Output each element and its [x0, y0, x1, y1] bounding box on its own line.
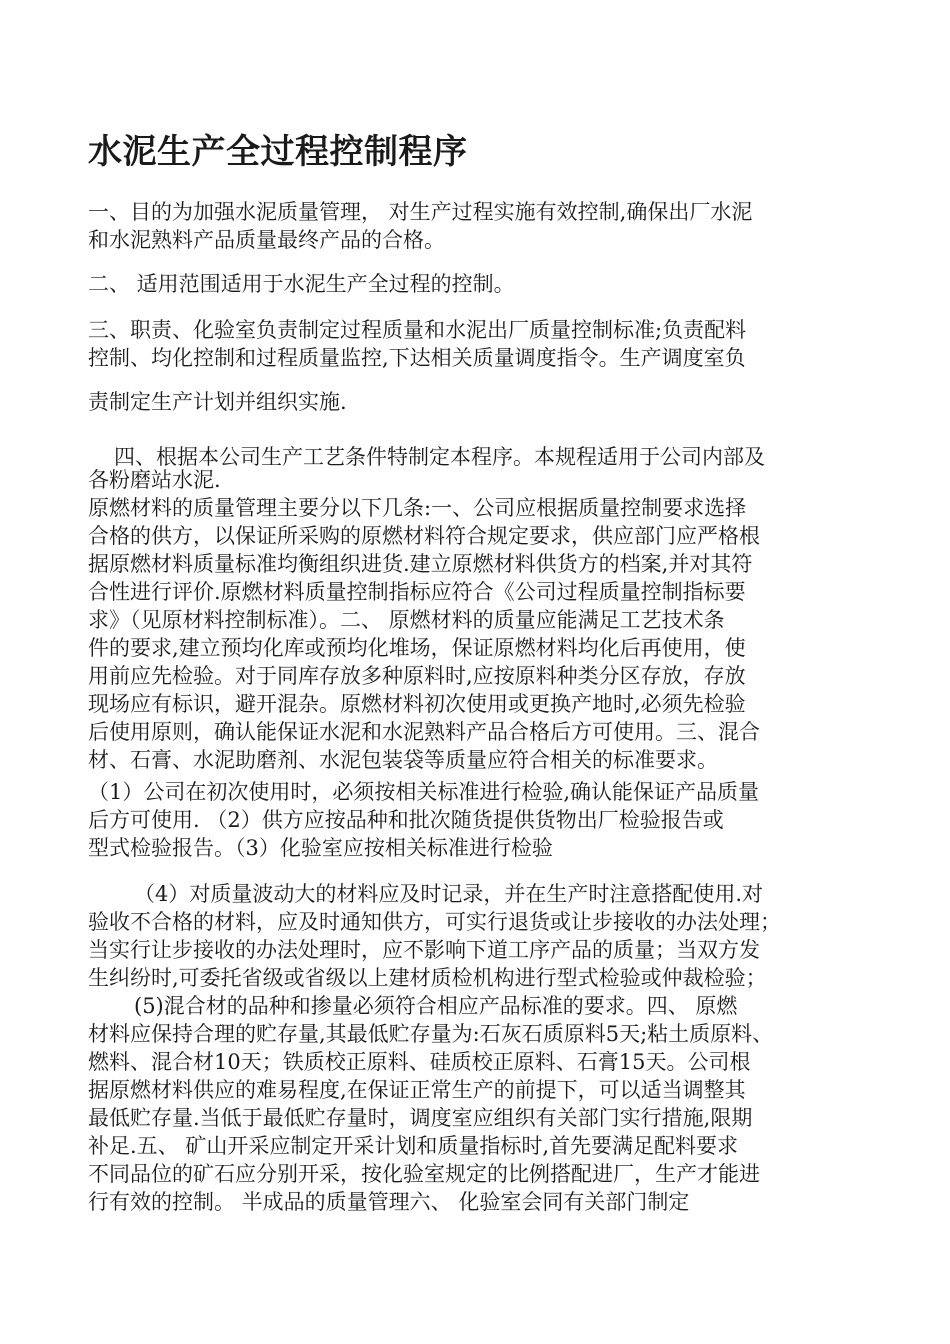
text-line: (5)混合材的品种和掺量必须符合相应产品标准的要求。四、 原燃 — [134, 994, 738, 1018]
text-line: 最低贮存量.当低于最低贮存量时，调度室应组织有关部门实行措施,限期 — [88, 1106, 753, 1130]
text-line: 材、石膏、水泥助磨剂、水泥包装袋等质量应符合相关的标准要求。 — [88, 748, 718, 772]
text-line: 材料应保持合理的贮存量,其最低贮存量为:石灰石质原料5天;粘土质原料、 — [88, 1022, 774, 1046]
text-line: 一、目的为加强水泥质量管理， 对生产过程实施有效控制,确保出厂水泥 — [88, 200, 753, 224]
text-line: （1）公司在初次使用时，必须按相关标准进行检验,确认能保证产品质量 — [88, 780, 760, 804]
text-line: 和水泥熟料产品质量最终产品的合格。 — [88, 228, 445, 252]
text-line: 现场应有标识，避开混杂。原燃材料初次使用或更换产地时,必须先检验 — [88, 692, 746, 716]
text-line: 后方可使用. （2）供方应按品种和批次随货提供货物出厂检验报告或 — [88, 808, 724, 832]
text-line: 验收不合格的材料，应及时通知供方，可实行退货或让步接收的办法处理； — [88, 910, 781, 934]
text-line: 合格的供方，以保证所采购的原燃材料符合规定要求，供应部门应严格根 — [88, 524, 760, 548]
text-line: 燃料、混合材10天；铁质校正原料、硅质校正原料、石膏15天。公司根 — [88, 1050, 751, 1074]
text-line: 据原燃材料质量标准均衡组织进货.建立原燃材料供货方的档案,并对其符 — [88, 552, 753, 576]
text-line: （4）对质量波动大的材料应及时记录，并在生产时注意搭配使用.对 — [134, 882, 764, 906]
document-title: 水泥生产全过程控制程序 — [88, 132, 468, 172]
text-line: 行有效的控制。 半成品的质量管理六、 化验室会同有关部门制定 — [88, 1190, 690, 1214]
text-line: 用前应先检验。对于同库存放多种原料时,应按原料种类分区存放，存放 — [88, 664, 746, 688]
text-line: 件的要求,建立预均化库或预均化堆场，保证原燃材料均化后再使用，使 — [88, 636, 746, 660]
text-line: 原燃材料的质量管理主要分以下几条:一、公司应根据质量控制要求选择 — [88, 496, 747, 520]
text-line: 责制定生产计划并组织实施. — [88, 390, 347, 414]
text-line: 各粉磨站水泥. — [88, 468, 221, 492]
text-line: 型式检验报告。（3）化验室应按相关标准进行检验 — [88, 836, 553, 860]
text-line: 后使用原则，确认能保证水泥和水泥熟料产品合格后方可使用。三、混合 — [88, 720, 760, 744]
text-line: 三、职责、化验室负责制定过程质量和水泥出厂质量控制标准;负责配料 — [88, 318, 747, 342]
text-line: 二、 适用范围适用于水泥生产全过程的控制。 — [88, 272, 515, 296]
text-line: 不同品位的矿石应分别开采，按化验室规定的比例搭配进厂，生产才能进 — [88, 1162, 760, 1186]
text-line: 四、根据本公司生产工艺条件特制定本程序。本规程适用于公司内部及 — [114, 445, 765, 469]
text-line: 补足.五、 矿山开采应制定开采计划和质量指标时,首先要满足配料要求 — [88, 1134, 739, 1158]
text-line: 当实行让步接收的办法处理时，应不影响下道工序产品的质量；当双方发 — [88, 938, 760, 962]
text-line: 生纠纷时,可委托省级或省级以上建材质检机构进行型式检验或仲裁检验； — [88, 966, 767, 990]
text-line: 控制、均化控制和过程质量监控,下达相关质量调度指令。生产调度室负 — [88, 346, 746, 370]
text-line: 据原燃材料供应的难易程度,在保证正常生产的前提下，可以适当调整其 — [88, 1078, 746, 1102]
text-line: 求》（见原材料控制标准）。二、 原燃材料的质量应能满足工艺技术条 — [88, 608, 725, 632]
text-line: 合性进行评价.原燃材料质量控制指标应符合《公司过程质量控制指标要 — [88, 580, 746, 604]
